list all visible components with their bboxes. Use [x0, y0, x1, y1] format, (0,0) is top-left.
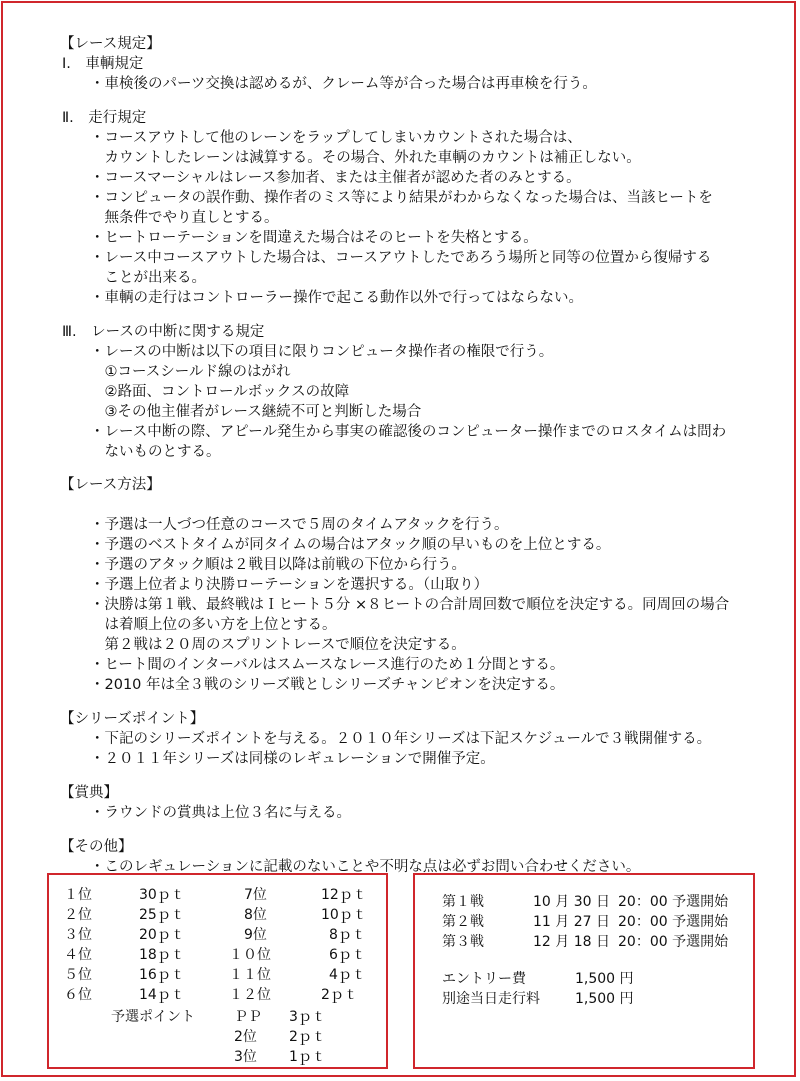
points-value: 16ｐｔ: [139, 967, 185, 983]
race-method-line: は着順上位の多い方を上位とする。: [90, 617, 337, 633]
qualifying-points-label: 予選ポイント: [111, 1009, 195, 1025]
qualifying-rank: 3位: [234, 1049, 257, 1065]
points-value: 4ｐｔ: [329, 967, 366, 983]
driving-rule-line: ・車輌の走行はコントローラー操作で起こる動作以外で行ってはならない。: [90, 290, 583, 306]
qualifying-rank: 2位: [234, 1029, 257, 1045]
qualifying-value: 1ｐｔ: [289, 1049, 326, 1065]
interruption-rule-line: ①コースシールド線のはがれ: [90, 364, 291, 380]
prizes-heading: 【賞典】: [60, 785, 118, 801]
vehicle-rules-heading: Ⅰ. 車輌規定: [62, 56, 144, 72]
driving-rule-line: 無条件でやり直しとする。: [90, 210, 279, 226]
interruption-rule-line: ②路面、コントロールボックスの故障: [90, 384, 350, 400]
driving-rule-line: カウントしたレーンは減算する。その場合、外れた車輌のカウントは補正しない。: [90, 150, 641, 166]
points-value: 30ｐｔ: [139, 887, 185, 903]
series-points-heading: 【シリーズポイント】: [60, 711, 205, 727]
points-rank: ４位: [64, 947, 92, 963]
round-date: 11 月 27 日: [533, 914, 610, 930]
qualifying-value: 2ｐｔ: [289, 1029, 326, 1045]
interruption-rules-heading: Ⅲ. レースの中断に関する規定: [62, 324, 265, 340]
race-method-heading: 【レース方法】: [60, 477, 161, 493]
driving-rule-line: ・コースマーシャルはレース参加者、または主催者が認めた者のみとする。: [90, 170, 581, 186]
fee-label: 別途当日走行料: [442, 991, 540, 1007]
race-method-line: ・予選上位者より決勝ローテーションを選択する。（山取り）: [90, 577, 489, 593]
driving-rule-line: ことが出来る。: [90, 270, 206, 286]
race-method-line: ・予選は一人づつ任意のコースで５周のタイムアタックを行う。: [90, 517, 509, 533]
fee-amount: 1,500 円: [575, 991, 634, 1007]
points-value: 14ｐｔ: [139, 987, 185, 1003]
race-rules-heading: 【レース規定】: [60, 36, 161, 52]
points-value: 6ｐｔ: [329, 947, 366, 963]
points-table-box: [47, 873, 388, 1069]
other-heading: 【その他】: [60, 839, 133, 855]
driving-rule-line: ・コンピュータの誤作動、操作者のミス等により結果がわからなくなった場合は、当該ヒートを: [90, 190, 713, 206]
series-points-line: ・下記のシリーズポイントを与える。２０１０年シリーズは下記スケジュールで３戦開催する。: [90, 731, 712, 747]
driving-rules-heading: Ⅱ. 走行規定: [62, 110, 147, 126]
other-line: ・このレギュレーションに記載のないことや不明な点は必ずお問い合わせください。: [90, 859, 641, 875]
fee-label: エントリー費: [442, 971, 526, 987]
round-time: 20：00 予選開始: [618, 914, 729, 930]
interruption-rule-line: ③その他主催者がレース継続不可と判断した場合: [90, 404, 422, 420]
points-value: 8ｐｔ: [329, 927, 366, 943]
points-value: 10ｐｔ: [321, 907, 367, 923]
points-rank: ６位: [64, 987, 92, 1003]
race-method-line: ・決勝は第１戦、最終戦はＩヒート５分 ×８ヒートの合計周回数で順位を決定する。同周回の場合: [90, 597, 730, 613]
series-points-line: ・２０１１年シリーズは同様のレギュレーションで開催予定。: [90, 751, 495, 767]
points-rank: ２位: [64, 907, 92, 923]
driving-rule-line: ・コースアウトして他のレーンをラップしてしまいカウントされた場合は、: [90, 130, 582, 146]
round-label: 第１戦: [442, 894, 484, 910]
race-method-line: ・2010 年は全３戦のシリーズ戦としシリーズチャンピオンを決定する。: [90, 677, 565, 693]
qualifying-rank: ＰＰ: [234, 1009, 262, 1025]
points-rank: １０位: [229, 947, 271, 963]
round-time: 20：00 予選開始: [618, 894, 729, 910]
driving-rule-line: ・ヒートローテーションを間違えた場合はそのヒートを失格とする。: [90, 230, 538, 246]
points-value: 2ｐｔ: [321, 987, 358, 1003]
round-date: 12 月 18 日: [533, 934, 610, 950]
points-rank: １２位: [229, 987, 271, 1003]
interruption-rule-line: ・レースの中断は以下の項目に限りコンピュータ操作者の権限で行う。: [90, 344, 554, 360]
qualifying-value: 3ｐｔ: [289, 1009, 326, 1025]
points-rank: 8位: [244, 907, 267, 923]
driving-rule-line: ・レース中コースアウトした場合は、コースアウトしたであろう場所と同等の位置から復帰する: [90, 250, 712, 266]
round-label: 第３戦: [442, 934, 484, 950]
race-method-line: ・予選のベストタイムが同タイムの場合はアタック順の早いものを上位とする。: [90, 537, 611, 553]
points-value: 12ｐｔ: [321, 887, 367, 903]
round-date: 10 月 30 日: [533, 894, 610, 910]
points-rank: １１位: [229, 967, 271, 983]
round-time: 20：00 予選開始: [618, 934, 729, 950]
points-value: 20ｐｔ: [139, 927, 185, 943]
interruption-rule-line: ないものとする。: [90, 444, 221, 460]
points-rank: ３位: [64, 927, 92, 943]
vehicle-rule-item: ・車検後のパーツ交換は認めるが、クレーム等が合った場合は再車検を行う。: [90, 76, 597, 92]
points-rank: 7位: [244, 887, 267, 903]
round-label: 第２戦: [442, 914, 484, 930]
race-method-line: ・予選のアタック順は２戦目以降は前戦の下位から行う。: [90, 557, 466, 573]
race-method-line: ・ヒート間のインターバルはスムースなレース進行のため１分間とする。: [90, 657, 565, 673]
points-value: 25ｐｔ: [139, 907, 185, 923]
schedule-box: [413, 873, 755, 1069]
points-value: 18ｐｔ: [139, 947, 185, 963]
interruption-rule-line: ・レース中断の際、アピール発生から事実の確認後のコンピューター操作までのロスタイムは問わ: [90, 424, 727, 440]
prizes-line: ・ラウンドの賞典は上位３名に与える。: [90, 805, 351, 821]
points-rank: 9位: [244, 927, 267, 943]
points-rank: ５位: [64, 967, 92, 983]
fee-amount: 1,500 円: [575, 971, 634, 987]
race-method-line: 第２戦は２０周のスプリントレースで順位を決定する。: [90, 637, 466, 653]
points-rank: １位: [64, 887, 92, 903]
